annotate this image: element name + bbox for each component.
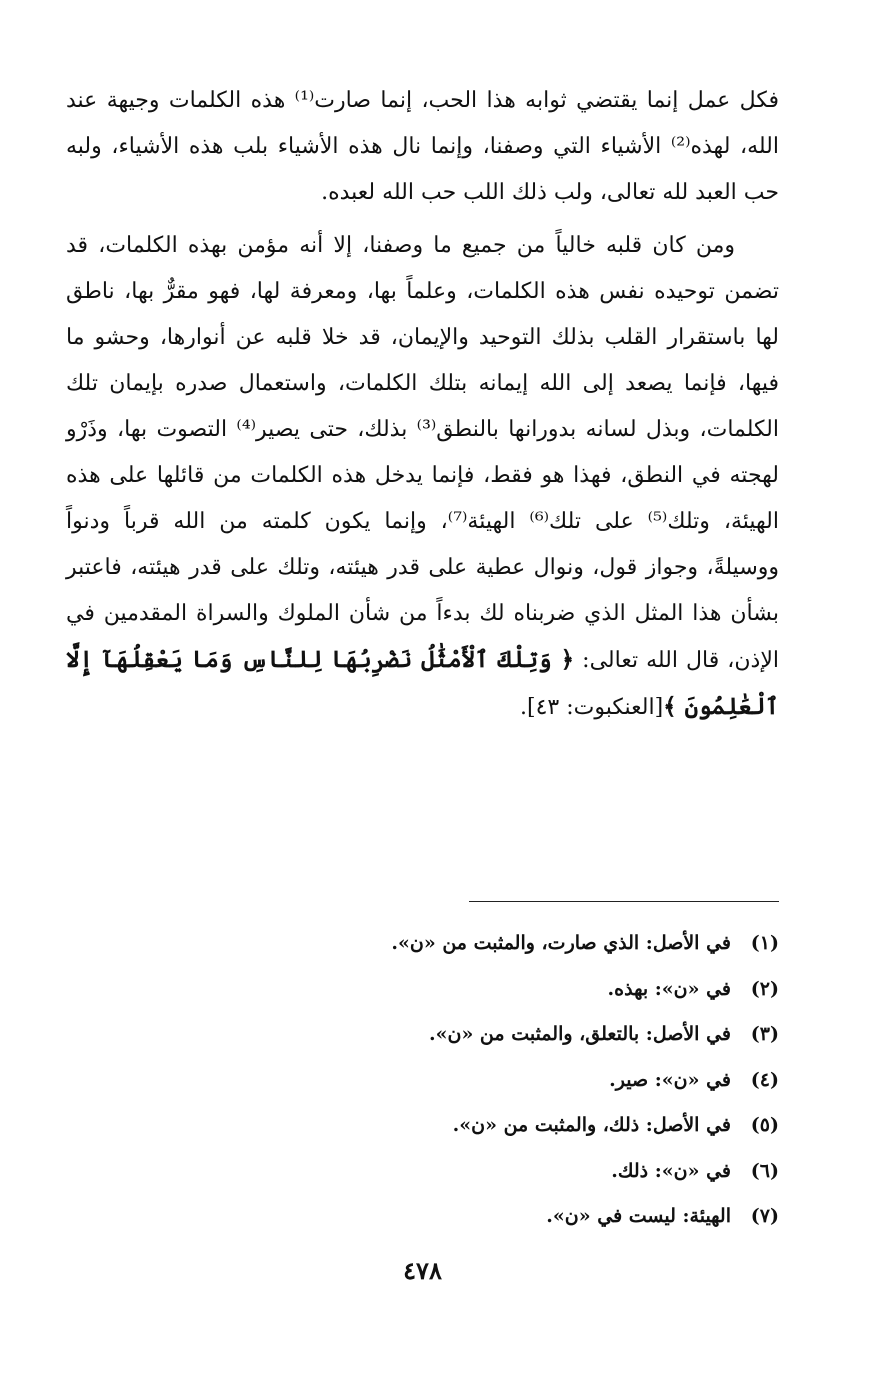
footnote-number: (٤) [750, 1068, 779, 1091]
paragraph-1 [66, 78, 779, 216]
page-number: ٤٧٨ [403, 1256, 442, 1285]
footnote-4 [66, 1058, 779, 1104]
footnote-separator [469, 901, 779, 902]
footnote-text: في «ن»: صير. [609, 1068, 731, 1091]
footnote-number: (٣) [750, 1023, 779, 1045]
footnote-text: في الأصل: ذلك، والمثبت من «ن». [452, 1114, 731, 1136]
footnote-text: في الأصل: بالتعلق، والمثبت من «ن». [429, 1023, 731, 1045]
footnote-7 [66, 1194, 779, 1240]
paragraph-2-text: ومن كان قلبه خالياً من جميع ما وصفنا، إلا أنه مؤمن بهذه الكلمات، قد تضمن توحيده نفس هذه الكلمات، وعلماً بها، ومعرفة لها، فهو مقرٌّ بها، ناطق لها باستقرار القلب بذلك التوحيد والإيمان، قد خلا قلبه عن أنوارها، وحشو ما فيها، فإنما يصعد إلى الله إيمانه بتلك الكلمات، واستعمال صدره بإيمان تلك الكلمات، وبذل لسانه بدورانها بالنطق⁽³⁾ بذلك، حتى يصير⁽⁴⁾ التصوت بها، وذَرْو لهجته في النطق، فهذا هو فقط، فإنما يدخل هذه الكلمات من قائلها على هذه الهيئة، وتلك⁽⁵⁾ على تلك⁽⁶⁾ الهيئة⁽⁷⁾، وإنما يكون كلمته من الله قرباً ودنواً ووسيلةً، وجواز قول، ونوال عطية على قدر هيئته، وتلك على قدر هيئته، فاعتبر بشأن هذا المثل الذي ضربناه لك بدءاً من شأن الملوك والسراة المقدمين في الإذن، قال الله تعالى: [66, 233, 779, 673]
footnotes-list [66, 921, 779, 1240]
footnote-number: (٥) [750, 1114, 779, 1136]
quran-verse: ﴿ وَتِلْكَ ٱلْأَمْثَٰلُ نَضْرِبُهَا لِلنَّاسِ وَمَا يَعْقِلُهَآ إِلَّا ٱلْعَٰلِمُونَ ﴾ [66, 646, 779, 720]
page-body [66, 78, 779, 1383]
paragraph-1-text: فكل عمل إنما يقتضي ثوابه هذا الحب، إنما صارت⁽¹⁾ هذه الكلمات وجيهة عند الله، لهذه⁽²⁾ الأشياء التي وصفنا، وإنما نال هذه الأشياء بلب هذه الأشياء، ولبه حب العبد لله تعالى، ولب ذلك اللب حب الله لعبده. [66, 88, 779, 205]
verse-citation: [العنكبوت: ٤٣]. [520, 695, 664, 720]
footnote-3 [66, 1012, 779, 1058]
footnote-number: (٦) [750, 1159, 779, 1182]
footnote-2 [66, 967, 779, 1013]
footnote-1 [66, 921, 779, 967]
footnote-text: في «ن»: ذلك. [611, 1159, 731, 1182]
footnote-number: (٢) [750, 977, 779, 1000]
footnote-5 [66, 1103, 779, 1149]
footnote-text: الهيئة: ليست في «ن». [546, 1205, 731, 1227]
footnote-text: في الأصل: الذي صارت، والمثبت من «ن». [391, 932, 731, 954]
footnote-number: (٧) [750, 1205, 779, 1227]
footnote-number: (١) [750, 932, 779, 954]
footnote-6 [66, 1149, 779, 1195]
paragraph-2 [66, 223, 779, 731]
footnote-text: في «ن»: بهذه. [607, 977, 731, 1000]
